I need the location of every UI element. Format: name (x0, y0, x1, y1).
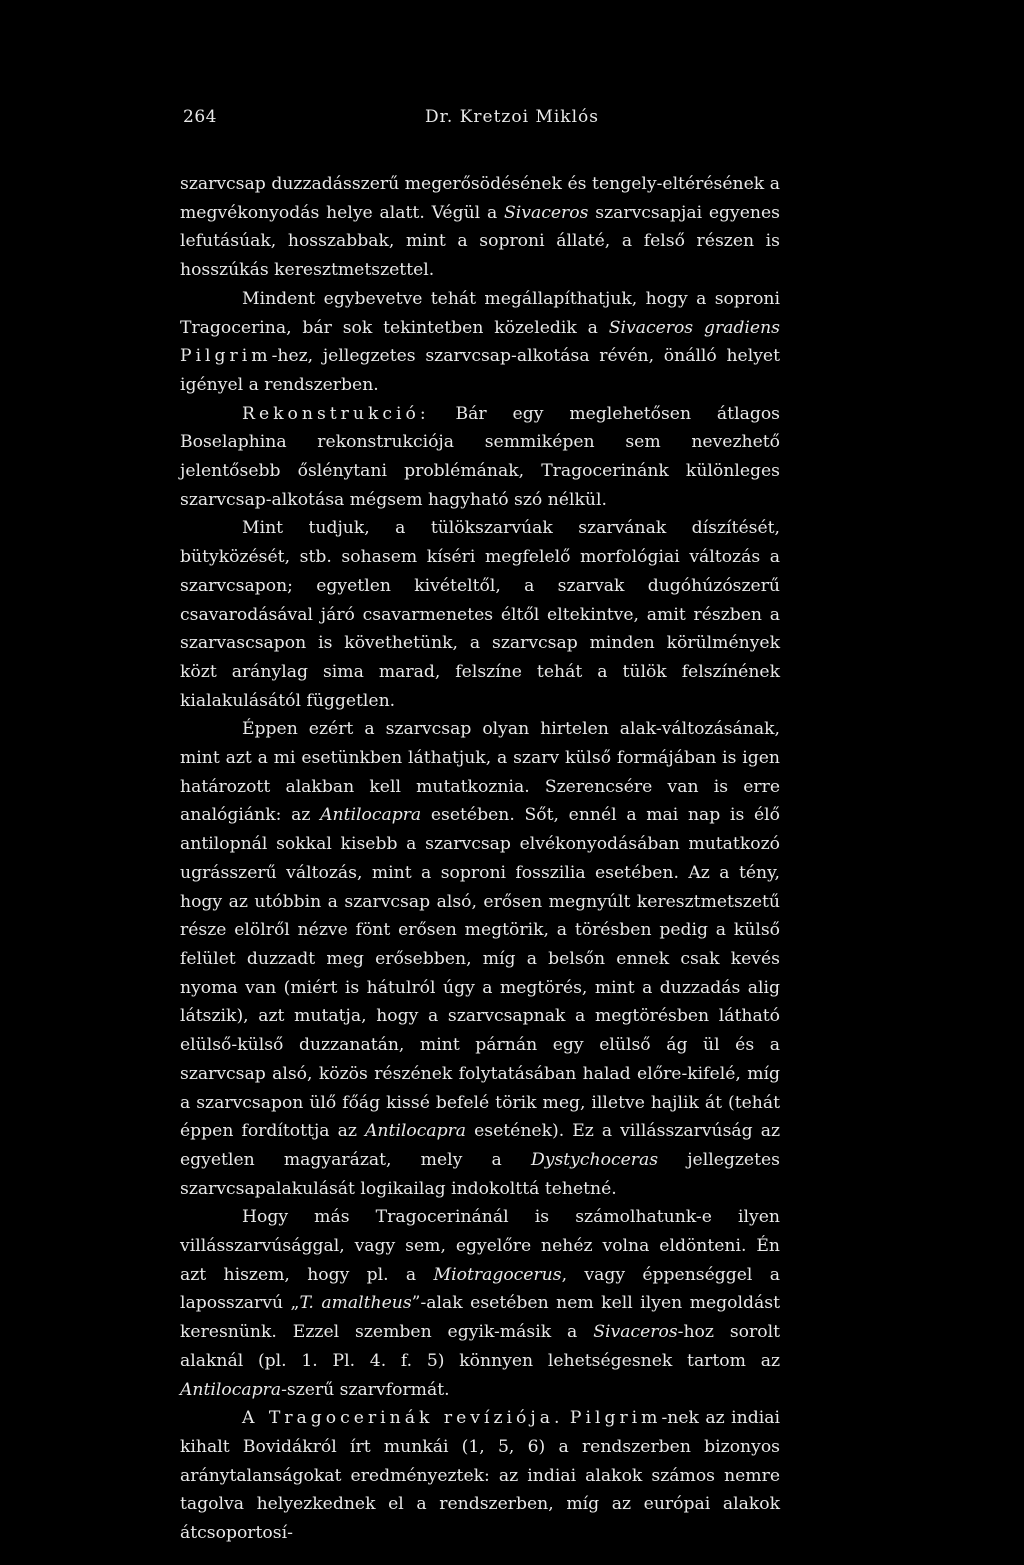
paragraph (180, 400, 780, 515)
text-run: szarvcsapjai egyenes lefutásúak, hosszabbak, mint a soproni állaté, a felső részen is hosszúkás keresztmetszettel. (180, 202, 780, 281)
paragraph (180, 1404, 780, 1548)
text-run: -hez, jellegzetes szarvcsap-alkotása révén, önálló helyet igényel a rendszerben. (180, 346, 780, 395)
spaced-term: A Tragocerinák revíziója. (242, 1408, 564, 1429)
text-run: -hoz sorolt alaknál (pl. 1. Pl. 4. f. 5) könnyen lehetségesnek tartom az (180, 1322, 780, 1371)
text-run: Mint tudjuk, a tülökszarvúak szarvának díszítését, bütyközését, stb. sohasem kíséri megfelelő morfológiai változás a szarvcsapon; egyetlen kivételtől, a szarvak dugóhúzószerű csavarodásával járó csavarmenetes éltől eltekintve, amit részben a szarvascsapon is követhetünk, a szarvcsap minden körülmények közt aránylag sima marad, felszíne tehát a tülök felszínének kialakulásától független. (180, 518, 780, 711)
paragraph (180, 1203, 780, 1404)
text-run: Bár egy meglehetősen átlagos Boselaphina rekonstrukciója semmiképen sem nevezhető jelentősebb őslénytani problémának, Tragocerinánk különleges szarvcsap-alkotása mégsem hagyható szó nélkül. (180, 403, 780, 510)
italic-term: Sivaceros (593, 1322, 678, 1343)
spaced-term: Pilgrim (180, 346, 272, 367)
page-number: 264 (183, 107, 217, 127)
text-run: szarvcsap duzzadásszerű megerősödésének és tengely-eltérésének a megvékonyodás helye alatt. Végül a (180, 174, 780, 223)
italic-term: Antilocapra (180, 1379, 282, 1400)
running-head: Dr. Kretzoi Miklós (425, 107, 599, 127)
italic-term: T. amaltheus (299, 1293, 412, 1314)
body-text (180, 170, 780, 1548)
spaced-term: Pilgrim (569, 1408, 662, 1429)
text-run: -szerű szarvformát. (281, 1379, 450, 1400)
paragraph (180, 514, 780, 715)
paragraph (180, 170, 780, 285)
italic-term: Antilocapra (320, 805, 422, 826)
paragraph (180, 285, 780, 400)
text-run: , vagy éppenséggel a laposszarvú „ (180, 1264, 780, 1314)
italic-term: Sivaceros (504, 202, 589, 223)
text-run: Hogy más Tragocerinánál is számolhatunk-e ilyen villásszarvúsággal, vagy sem, egyelőre nehéz volna eldönteni. Én azt hiszem, hogy pl. a (180, 1207, 780, 1285)
italic-term: Antilocapra (364, 1121, 467, 1142)
text-run: esetének). Ez a villásszarvúság az egyetlen magyarázat, mely a (180, 1121, 780, 1170)
text-run: Mindent egybevetve tehát megállapíthatjuk, hogy a soproni Tragocerina, bár sok tekintetben közeledik a (180, 288, 780, 338)
italic-term: Dystychoceras (530, 1149, 659, 1170)
text-run: -nek az indiai kihalt Bovidákról írt munkái (1, 5, 6) a rendszerben bizonyos aránytalanságokat eredményeztek: az indiai alakok számos nemre tagolva helyezkednek el a rendszerben, míg az európai alakok átcsoportosí- (180, 1408, 780, 1544)
paragraph (180, 715, 780, 1203)
text-run: Éppen ezért a szarvcsap olyan hirtelen alak-változásának, mint azt a mi esetünkben láthatjuk, a szarv külső formájában is igen határozott alakban kell mutatkoznia. Szerencsére van is erre analógiánk: az (180, 719, 780, 826)
text-run: esetében. Sőt, ennél a mai nap is élő antilopnál sokkal kisebb a szarvcsap elvékonyodásában mutatkozó ugrásszerű változás, mint a soproni fosszilia esetében. Az a tény, hogy az utóbbin a szarvcsap alsó, erősen megnyúlt keresztmetszetű része elölről nézve fönt erősen megtörik, a törésben pedig a külső felület duzzadt meg erősebben, míg a belsőn ennek csak kevés nyoma van (miért is hátulról úgy a megtörés, mint a duzzadás alig látszik), azt mutatja, hogy a szarvcsapnak a megtörésben látható elülső-külső duzzanatán, mint párnán egy elülső ág ül és a szarvcsap alsó, közös részének folytatásában halad előre-kifelé, míg a szarvcsapon ülő főág kissé befelé törik meg, illetve hajlik át (tehát éppen fordítottja az (180, 805, 780, 1142)
spaced-term: Rekonstrukció: (242, 403, 430, 424)
text-run: jellegzetes szarvcsapalakulását logikailag indokolttá tehetné. (180, 1149, 780, 1199)
text-run: ”-alak esetében nem kell ilyen megoldást keresnünk. Ezzel szemben egyik-másik a (180, 1293, 780, 1343)
italic-term: Miotragocerus (433, 1264, 562, 1285)
italic-term: Sivaceros gradiens (608, 317, 780, 338)
